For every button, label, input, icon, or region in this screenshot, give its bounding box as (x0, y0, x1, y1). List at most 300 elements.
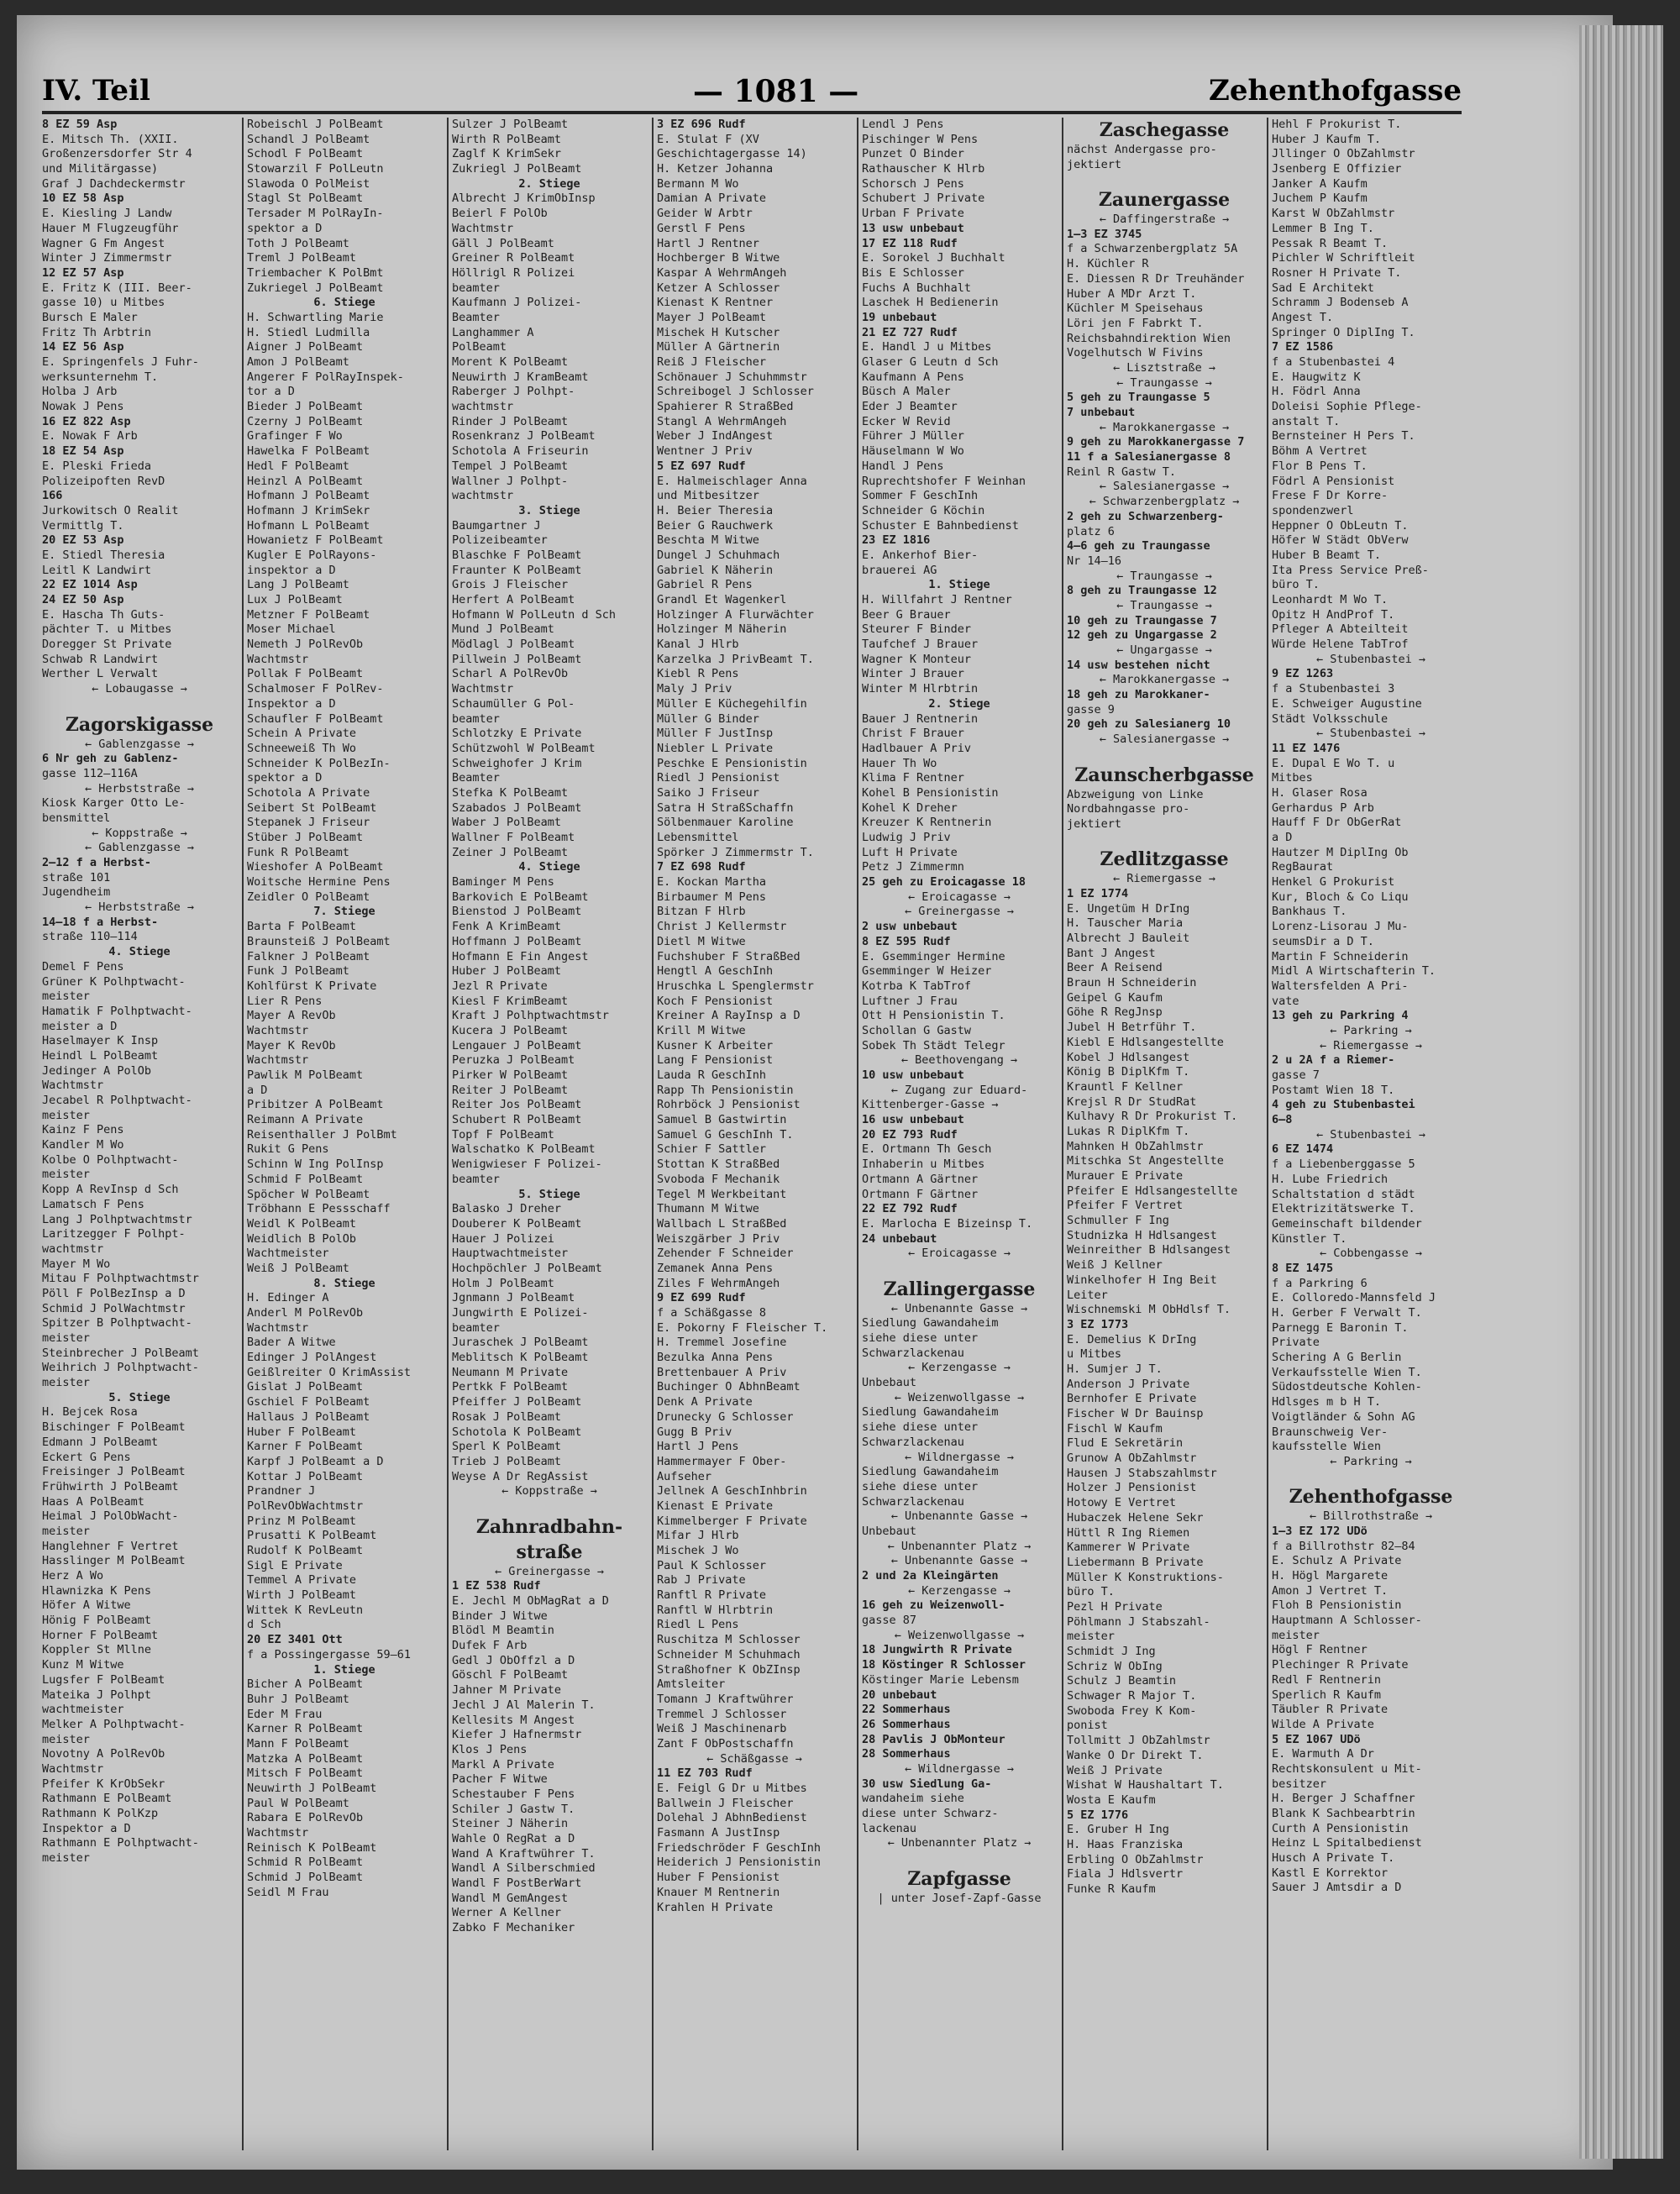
directory-line: Högl F Rentner (1272, 1643, 1368, 1657)
directory-line: Wachtmstr (452, 682, 514, 696)
directory-line: E. Colloredo-Mannsfeld J (1272, 1291, 1436, 1305)
directory-line: Tegel M Werkbeitant (657, 1187, 787, 1201)
directory-line: ← Weizenwollgasse → (894, 1628, 1025, 1642)
directory-line: Würde Helene TabTrof (1272, 638, 1409, 652)
directory-line: Hauer Th Wo (862, 756, 937, 770)
directory-line: Angerer F PolRayInspek- (247, 370, 404, 384)
directory-line: Jsenberg E Offizier (1272, 162, 1402, 176)
directory-line: Pawlik M PolBeamt (247, 1068, 364, 1082)
directory-line: Lebensmittel (657, 831, 739, 844)
directory-line: Kohlfürst K Private (247, 979, 377, 993)
directory-line: Jgnmann J PolBeamt (452, 1291, 575, 1305)
directory-line: 2 u 2A f a Riemer- (1272, 1053, 1395, 1068)
directory-line: ← Zugang zur Eduard- (890, 1083, 1028, 1097)
directory-line: Friedschröder F GeschInh (657, 1840, 822, 1855)
directory-line: Christ J Kellermstr (657, 920, 787, 934)
directory-line: Schalmoser F PolRev- (247, 682, 384, 696)
directory-line: Klima F Rentner (862, 771, 964, 785)
directory-line: Graf J Dachdeckermstr (42, 176, 186, 191)
directory-line: Aufseher (657, 1469, 712, 1483)
directory-line: meister (1067, 1630, 1115, 1644)
directory-line: Albrecht J Bauleit (1067, 932, 1190, 945)
directory-line: 10 geh zu Traungasse 7 (1067, 613, 1217, 627)
directory-line: Neuwirth J PolBeamt (247, 1782, 377, 1795)
directory-line: Vogelhutsch W Fivins (1067, 346, 1204, 360)
directory-line: 26 Sommerhaus (862, 1717, 951, 1731)
directory-line: f a Parkring 6 (1272, 1276, 1368, 1290)
directory-line: 12 geh zu Ungargasse 2 (1067, 628, 1217, 643)
directory-line: Lier R Pens (247, 994, 323, 1008)
directory-line: Schmuller F Ing (1067, 1214, 1169, 1228)
directory-line: Howanietz F PolBeamt (247, 533, 384, 548)
directory-line: Rab J Private (657, 1573, 746, 1588)
street-heading: Zagorskigasse (65, 713, 214, 736)
street-heading: Zaunergasse (1098, 189, 1231, 212)
directory-line: Schein A Private (247, 727, 357, 741)
directory-line: ← Unbenannte Gasse → (890, 1509, 1028, 1524)
directory-line: Holzer J Pensionist (1067, 1481, 1197, 1495)
directory-line: 3 EZ 1773 (1067, 1317, 1129, 1331)
directory-line: Flor B Pens T. (1272, 459, 1368, 473)
directory-line: Leiter (1067, 1288, 1108, 1302)
directory-line: 11 EZ 703 Rudf (657, 1766, 753, 1781)
directory-line: Beer G Brauer (862, 607, 951, 622)
directory-line: 8 EZ 595 Rudf (862, 934, 951, 948)
directory-line: Wachtmstr (247, 1023, 309, 1037)
directory-line: Janker A Kaufm (1272, 176, 1368, 191)
directory-line: Spitzer B Polhptwacht- (42, 1316, 192, 1331)
directory-line: Holba J Arb (42, 385, 118, 399)
directory-line: Braunsteiß J PolBeamt (247, 934, 391, 948)
directory-line: Moser Michael (247, 622, 336, 637)
directory-line: Müller A Gärtnerin (657, 340, 780, 354)
directory-line: beamter (452, 1172, 500, 1186)
directory-line: Winter J Zimmermstr (42, 251, 172, 265)
directory-line: ← Greinergasse → (904, 905, 1015, 919)
directory-line: Kanal J Hlrb (657, 638, 739, 652)
directory-line: 8 geh zu Traungasse 12 (1067, 584, 1217, 598)
directory-line: d Sch (247, 1618, 281, 1632)
directory-line: E. Diessen R Dr Treuhänder (1067, 271, 1245, 286)
directory-line: Hauptmann A Schlosser- (1272, 1614, 1422, 1628)
directory-line: Karner F PolBeamt (247, 1440, 364, 1454)
directory-line: beamter (452, 711, 500, 726)
directory-line: Ruschitza M Schlosser (657, 1633, 801, 1647)
directory-line: Beer A Reisend (1067, 961, 1163, 975)
directory-line: ← Stubenbastei → (1315, 727, 1426, 741)
directory-line: Schaufler F PolBeamt (247, 711, 384, 726)
directory-line: Birbaumer M Pens (657, 890, 767, 904)
directory-line: Spahierer R StraßBed (657, 400, 794, 414)
book-page-edges (1579, 25, 1663, 2159)
directory-line: Wittek K RevLeutn (247, 1603, 364, 1617)
directory-column-3 (452, 118, 647, 2150)
directory-line: Liebermann B Private (1067, 1555, 1204, 1569)
directory-line: Woitsche Hermine Pens (247, 875, 391, 890)
street-heading: Zaunscherbgasse (1074, 764, 1254, 786)
directory-line: Fiala J Hdlsvertr (1067, 1867, 1184, 1882)
directory-line: ← Traungasse → (1116, 375, 1212, 390)
directory-line: Gerstl F Pens (657, 221, 746, 235)
directory-line: 17 EZ 118 Rudf (862, 236, 958, 250)
directory-line: 9 EZ 1263 (1272, 667, 1334, 681)
directory-line: Funk R PolBeamt (247, 845, 349, 859)
directory-line: Krahlen H Private (657, 1900, 774, 1914)
directory-line: Kiesl F KrimBeamt (452, 994, 569, 1008)
directory-line: Köstinger Marie Lebensm (862, 1672, 1019, 1687)
directory-line: Paul W PolBeamt (247, 1796, 349, 1810)
directory-line: Schodl F PolBeamt (247, 147, 364, 161)
directory-line: Seibert St PolBeamt (247, 800, 377, 815)
directory-line: Mayer J PolBeamt (657, 310, 767, 324)
directory-line: Schützwohl W PolBeamt (452, 741, 596, 755)
directory-line: Martin F Schneiderin (1272, 949, 1409, 963)
directory-line: Müller K Konstruktions- (1067, 1570, 1224, 1584)
directory-line: Thumann M Witwe (657, 1202, 759, 1216)
directory-line: Reisenthaller J PolBmt (247, 1127, 397, 1142)
directory-line: Wentner J Priv (657, 444, 753, 459)
directory-line: ← Traungasse → (1116, 598, 1212, 612)
directory-line: H. Ketzer Johanna (657, 162, 774, 176)
directory-line: Krejsl R Dr StudRat (1067, 1094, 1197, 1109)
directory-line: ← Riemergasse → (1320, 1038, 1422, 1052)
directory-line: Beamter (452, 771, 500, 785)
directory-line: Rapp Th Pensionistin (657, 1083, 794, 1097)
directory-line: Wachtmstr (247, 1320, 309, 1335)
directory-line: Rosak J PolBeamt (452, 1409, 562, 1424)
directory-line: gasse 87 (862, 1614, 917, 1628)
directory-line: Private (1272, 1336, 1320, 1350)
directory-line: Schinn W Ing PolInsp (247, 1157, 384, 1172)
directory-line: Schiler J Gastw T. (452, 1802, 575, 1816)
directory-line: E. Stulat F (XV (657, 132, 759, 146)
directory-line: Rosner H Private T. (1272, 265, 1402, 280)
directory-line: Rathmann K PolKzp (42, 1807, 159, 1820)
directory-line: Peruzka J PolBeamt (452, 1053, 575, 1068)
directory-line: 10 usw unbebaut (862, 1068, 964, 1082)
directory-line: Melker A Polhptwacht- (42, 1717, 186, 1731)
directory-line: Steinbrecher J PolBeamt (42, 1346, 199, 1360)
directory-line: Jubel H Betrführ T. (1067, 1021, 1197, 1035)
directory-line: H. Haas Franziska (1067, 1837, 1184, 1851)
directory-line: f a Stubenbastei 4 (1272, 355, 1395, 369)
directory-line: Kolbe O Polhptwacht- (42, 1152, 179, 1167)
directory-line: Bezulka Anna Pens (657, 1351, 774, 1365)
street-heading: Zaschegasse (1099, 119, 1230, 141)
directory-line: ← Stubenbastei → (1315, 652, 1426, 666)
directory-line: Winter M Hlrbtrin (862, 682, 979, 696)
directory-line: Gislat J PolBeamt (247, 1380, 364, 1394)
directory-line: H. Gerber F Verwalt T. (1272, 1306, 1422, 1320)
directory-line: Ruprechtshofer F Weinhan (862, 474, 1026, 488)
directory-line: E. Gsemminger Hermine (862, 949, 1005, 963)
directory-line: Jezl R Private (452, 979, 548, 993)
directory-line: Wirth J PolBeamt (247, 1588, 357, 1603)
directory-line: Punzet O Binder (862, 147, 964, 161)
directory-line: Lang J PolBeamt (247, 578, 349, 592)
directory-line: 22 EZ 792 Rudf (862, 1202, 958, 1216)
directory-line: Zehender F Schneider (657, 1247, 794, 1261)
directory-line: Kienast K Rentner (657, 296, 774, 310)
directory-line: E. Handl J u Mitbes (862, 340, 992, 354)
directory-line: Opitz H AndProf T. (1272, 607, 1395, 622)
directory-line: Laschek H Bedienerin (862, 296, 999, 310)
directory-line: Pfeifer F Vertret (1067, 1199, 1184, 1213)
directory-line: Hofmann W PolLeutn d Sch (452, 607, 617, 622)
directory-line: Curth A Pensionistin (1272, 1821, 1409, 1835)
directory-line: Funk J PolBeamt (247, 964, 349, 979)
directory-column-7 (1272, 118, 1470, 2150)
directory-line: Flud E Sekretärin (1067, 1436, 1184, 1451)
directory-line: 166 (42, 489, 63, 503)
directory-line: 2 geh zu Schwarzenberg- (1067, 509, 1224, 523)
directory-line: Langhammer A (452, 325, 534, 339)
directory-line: Schaltstation d städt (1272, 1187, 1415, 1201)
directory-line: Jellnek A GeschInhbrin (657, 1484, 807, 1499)
directory-line: Eder J Beamter (862, 400, 958, 414)
directory-line: Lux J PolBeamt (247, 593, 343, 606)
directory-line: Pichler W Schriftleit (1272, 251, 1415, 265)
directory-line: Müller G Binder (657, 711, 759, 726)
directory-line: Gemeinschaft bildender (1272, 1216, 1422, 1231)
directory-line: E. Ungetüm H DrIng (1067, 901, 1190, 916)
directory-line: Rabara E PolRevOb (247, 1811, 364, 1825)
directory-line: Zeidler O PolBeamt (247, 890, 370, 904)
directory-line: tor a D (247, 385, 295, 399)
directory-line: E. Kiesling J Landw (42, 207, 172, 221)
directory-line: H. Födrl Anna (1272, 385, 1361, 399)
directory-line: Bis E Schlosser (862, 265, 964, 280)
directory-line: H. Schwartling Marie (247, 310, 384, 324)
directory-line: Petz J Zimmermn (862, 860, 964, 874)
directory-line: Jugendheim (42, 885, 111, 900)
directory-line: Nr 14—16 (1067, 554, 1122, 568)
directory-line: Huber F Pensionist (657, 1871, 780, 1885)
directory-line: 4. Stiege (108, 945, 171, 959)
directory-line: Siedlung Gawandaheim (862, 1405, 999, 1420)
directory-line: Henkel G Prokurist (1272, 875, 1395, 890)
directory-line: Ita Press Service Preß- (1272, 563, 1429, 577)
directory-column-2 (247, 118, 442, 2150)
directory-line: Tomann J Kraftwührer (657, 1692, 794, 1706)
directory-line: spektor a D (247, 771, 323, 785)
directory-line: Hartl J Rentner (657, 236, 759, 250)
directory-line: Städt Volksschule (1272, 711, 1389, 726)
directory-line: Hauer M Flugzeugführ (42, 221, 179, 235)
directory-line: Pischinger W Pens (862, 132, 979, 146)
directory-line: Müller F JustInsp (657, 727, 774, 741)
directory-line: Swoboda Frey K Kom- (1067, 1703, 1197, 1718)
directory-line: Hoffmann J PolBeamt (452, 934, 582, 948)
directory-line: Grunow A ObZahlmstr (1067, 1451, 1197, 1466)
directory-line: gasse 9 (1067, 702, 1115, 716)
directory-line (1067, 748, 1262, 763)
directory-line: Edmann J PolBeamt (42, 1435, 159, 1449)
directory-line: Hüttl R Ing Riemen (1067, 1525, 1190, 1540)
directory-line: Riedl J Pensionist (657, 771, 780, 785)
directory-line: Neumann M Private (452, 1365, 569, 1379)
directory-line: Schaumüller G Pol- (452, 696, 575, 711)
directory-line: Kimmelberger F Private (657, 1514, 807, 1528)
directory-line: Kulhavy R Dr Prokurist T. (1067, 1110, 1238, 1124)
directory-line: Schollan G Gastw (862, 1023, 972, 1037)
directory-line: Toth J PolBeamt (247, 236, 349, 250)
directory-line: König B DiplKfm T. (1067, 1065, 1190, 1079)
directory-line: H. Lube Friedrich (1272, 1172, 1389, 1186)
page-header (42, 74, 1462, 124)
directory-line: Huber B Beamt T. (1272, 548, 1382, 562)
directory-line: Sulzer J PolBeamt (452, 118, 569, 131)
directory-line: Höllrigl R Polizei (452, 265, 575, 280)
directory-line (1067, 172, 1262, 187)
directory-line: Amtsleiter (657, 1677, 726, 1692)
directory-line: ← Unbenannter Platz → (887, 1836, 1032, 1850)
directory-line: Gabriel K Näherin (657, 563, 774, 577)
directory-line: Beschta M Witwe (657, 533, 759, 548)
directory-line: Markl A Private (452, 1757, 554, 1771)
directory-line: Ott H Pensionistin T. (862, 1009, 1005, 1023)
directory-line: Jungwirth E Polizei- (452, 1306, 589, 1320)
directory-line: Luftner J Frau (862, 994, 958, 1008)
directory-line: Weiszgärber J Priv (657, 1231, 780, 1246)
directory-line: Abzweigung von Linke (1067, 787, 1204, 801)
directory-line: Seidl M Frau (247, 1885, 329, 1899)
directory-line: Spörker J Zimmermstr T. (657, 845, 814, 859)
directory-line: Göhe R RegJnsp (1067, 1005, 1163, 1020)
directory-line: Vermittlg T. (42, 518, 124, 533)
directory-line: Inspektor a D (247, 696, 336, 711)
directory-line: ← Riemergasse → (1113, 872, 1215, 886)
directory-line: werksunternehm T. (42, 370, 159, 384)
directory-line: Svoboda F Mechanik (657, 1172, 780, 1186)
directory-line: Kopp A RevInsp d Sch (42, 1183, 179, 1197)
directory-line: Schubert R PolBeamt (452, 1113, 582, 1127)
directory-line: meister (42, 989, 90, 1004)
directory-line: Mayer K RevOb (247, 1038, 336, 1052)
directory-line: E. Schulz A Private (1272, 1554, 1402, 1568)
directory-line: Mann F PolBeamt (247, 1736, 349, 1750)
directory-line: Kittenberger-Gasse → (862, 1098, 999, 1112)
directory-line: 5 EZ 1067 UDö (1272, 1732, 1361, 1746)
directory-columns (42, 118, 1470, 2150)
directory-line: Ecker W Revid (862, 414, 951, 428)
directory-line: Sperl K PolBeamt (452, 1440, 562, 1454)
directory-line: Buchinger O AbhnBeamt (657, 1380, 801, 1394)
directory-line: Schotola K PolBeamt (452, 1425, 582, 1439)
directory-line: Winter J Brauer (862, 667, 964, 681)
directory-line: Ketzer A Schlosser (657, 281, 780, 295)
directory-line: siehe diese unter (862, 1479, 979, 1493)
street-heading: Zallingergasse (883, 1278, 1036, 1300)
column-divider (447, 118, 449, 2150)
directory-line: Doleisi Sophie Pflege- (1272, 400, 1422, 414)
directory-line: Wahle O RegRat a D (452, 1832, 575, 1845)
directory-line: Heinzl A PolBeamt (247, 474, 364, 488)
directory-line: meister (42, 1168, 90, 1182)
directory-line: Juraschek J PolBeamt (452, 1336, 589, 1350)
directory-line: 11 EZ 1476 (1272, 741, 1341, 755)
directory-line: 18 EZ 54 Asp (42, 444, 124, 459)
directory-line: Weiß J Private (1067, 1763, 1163, 1777)
directory-line: Schering A G Berlin (1272, 1351, 1402, 1365)
directory-line: 20 unbebaut (862, 1687, 937, 1702)
directory-line: Zukriegl J PolBeamt (452, 162, 582, 176)
directory-column-6 (1067, 118, 1262, 2150)
directory-line: Weiß J Maschinenarb (657, 1722, 787, 1736)
directory-line: Lauda R GeschInh (657, 1068, 767, 1082)
directory-line: Kienast E Private (657, 1499, 774, 1513)
directory-line: Wagner K Monteur (862, 652, 972, 666)
directory-line: Siedlung Gawandaheim (862, 1316, 999, 1331)
directory-line: 6 Nr geh zu Gablenz- (42, 752, 179, 766)
directory-line: bensmittel (42, 811, 111, 825)
directory-line: Krauntl F Kellner (1067, 1079, 1184, 1094)
directory-line: Husch A Private T. (1272, 1851, 1395, 1866)
directory-line: 8 EZ 59 Asp (42, 118, 118, 131)
directory-line: E. Mitsch Th. (XXII. (42, 132, 179, 146)
directory-line: Reiter Jos PolBeamt (452, 1098, 582, 1112)
directory-line: 23 EZ 1816 (862, 533, 931, 548)
directory-line: meister (42, 1376, 90, 1390)
directory-line: straße 101 (42, 870, 111, 884)
directory-line: Greiner R PolBeamt (452, 251, 575, 265)
directory-line: meister (1272, 1628, 1320, 1642)
directory-line: spondenzwerl (1272, 503, 1354, 517)
directory-line: Bant J Angest (1067, 946, 1156, 960)
directory-line: Stagl St PolBeamt (247, 192, 364, 206)
directory-line: E. Fritz K (III. Beer- (42, 281, 192, 295)
directory-line: Stefka K PolBeamt (452, 785, 569, 800)
directory-line: Hdlsges m b H T. (1272, 1395, 1382, 1409)
directory-line: Weinreither B Hdlsangest (1067, 1243, 1231, 1257)
directory-line: Stangl A WehrmAngeh (657, 414, 787, 428)
directory-line: Schotola A Friseurin (452, 444, 589, 459)
directory-column-1 (42, 118, 237, 2150)
directory-line: Hauer J Polizei (452, 1231, 554, 1246)
directory-line: Damian A Private (657, 192, 767, 206)
directory-line: Triembacher K PolBmt (247, 265, 384, 280)
directory-line: 14 usw bestehen nicht (1067, 658, 1210, 672)
directory-line: Bicher A PolBeamt (247, 1677, 364, 1692)
directory-line: meister a D (42, 1019, 118, 1033)
directory-line: 1. Stiege (928, 578, 990, 592)
directory-line: Fraunter K PolBeamt (452, 563, 582, 577)
directory-line: Grandl Et Wagenkerl (657, 593, 787, 606)
directory-line: Haselmayer K Insp (42, 1034, 159, 1048)
directory-line: Schubert J Private (862, 192, 985, 206)
street-heading: straße (516, 1541, 583, 1563)
directory-line: Jechl J Al Malerin T. (452, 1698, 596, 1712)
directory-line: 1 EZ 538 Rudf (452, 1579, 541, 1593)
directory-line: Nemeth J PolRevOb (247, 638, 364, 652)
directory-line: Krill M Witwe (657, 1023, 746, 1037)
directory-line: Peschke E Pensionistin (657, 756, 807, 770)
directory-line: Rinder J PolBeamt (452, 414, 569, 428)
directory-line: Haas A PolBeamt (42, 1494, 144, 1509)
directory-line: 9 EZ 699 Rudf (657, 1291, 746, 1305)
directory-line: 2. Stiege (928, 696, 990, 711)
directory-line: Wirth R PolBeamt (452, 132, 562, 146)
directory-line: Schwarzlackenau (862, 1494, 964, 1509)
directory-line: Schmidt J Ing (1067, 1645, 1156, 1658)
directory-line: Zeiner J PolBeamt (452, 845, 569, 859)
directory-line: Buhr J PolBeamt (247, 1692, 349, 1706)
directory-line: Trieb J PolBeamt (452, 1454, 562, 1468)
directory-line: 21 EZ 727 Rudf (862, 325, 958, 339)
directory-line: Schwab R Landwirt (42, 652, 159, 666)
directory-line: 25 geh zu Eroicagasse 18 (862, 875, 1026, 890)
directory-line: 22 EZ 1014 Asp (42, 578, 138, 592)
